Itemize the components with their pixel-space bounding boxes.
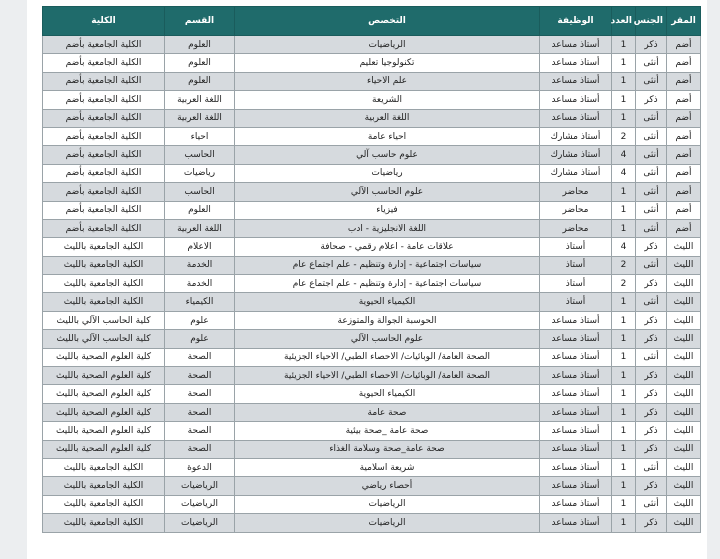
cell-city: الليث xyxy=(667,293,701,311)
cell-specialization: علوم حاسب آلي xyxy=(235,146,540,164)
cell-specialization: فيزياء xyxy=(235,201,540,219)
cell-count: 1 xyxy=(612,495,636,513)
cell-job: أستاذ مساعد xyxy=(540,385,612,403)
cell-city: الليث xyxy=(667,238,701,256)
cell-gender: أنثى xyxy=(636,183,667,201)
table-row xyxy=(43,477,701,495)
cell-gender: ذكر xyxy=(636,36,667,54)
cell-city: أضم xyxy=(667,146,701,164)
cell-gender: ذكر xyxy=(636,514,667,532)
cell-college: كلية العلوم الصحية بالليث xyxy=(43,367,165,385)
cell-count: 1 xyxy=(612,367,636,385)
cell-count: 1 xyxy=(612,458,636,476)
cell-gender: أنثى xyxy=(636,495,667,513)
cell-job: أستاذ مساعد xyxy=(540,72,612,90)
cell-city: الليث xyxy=(667,495,701,513)
cell-department: الحاسب xyxy=(165,146,235,164)
cell-count: 2 xyxy=(612,275,636,293)
table-body xyxy=(43,36,701,533)
cell-job: أستاذ مساعد xyxy=(540,440,612,458)
table-row xyxy=(43,164,701,182)
cell-gender: ذكر xyxy=(636,367,667,385)
cell-college: كلية العلوم الصحية بالليث xyxy=(43,348,165,366)
table-row xyxy=(43,385,701,403)
cell-college: الكلية الجامعية بالليث xyxy=(43,477,165,495)
table-row xyxy=(43,422,701,440)
cell-specialization: علاقات عامة - اعلام رقمي - صحافة xyxy=(235,238,540,256)
table-row xyxy=(43,440,701,458)
cell-department: الصحة xyxy=(165,367,235,385)
cell-count: 2 xyxy=(612,256,636,274)
cell-specialization: الصحة العامة/ الوبائيات/ الاحصاء الطبي/ الاحياء الجزيئية xyxy=(235,348,540,366)
table-row xyxy=(43,458,701,476)
cell-gender: أنثى xyxy=(636,458,667,476)
cell-gender: ذكر xyxy=(636,422,667,440)
header-city: المقر xyxy=(667,7,701,36)
cell-job: أستاذ مساعد xyxy=(540,348,612,366)
cell-specialization: علم الاحياء xyxy=(235,72,540,90)
table-row xyxy=(43,36,701,54)
cell-city: أضم xyxy=(667,127,701,145)
cell-department: الصحة xyxy=(165,403,235,421)
cell-college: كلية العلوم الصحية بالليث xyxy=(43,422,165,440)
cell-city: أضم xyxy=(667,183,701,201)
cell-specialization: الصحة العامة/ الوبائيات/ الاحصاء الطبي/ الاحياء الجزيئية xyxy=(235,367,540,385)
cell-job: أستاذ xyxy=(540,275,612,293)
cell-gender: ذكر xyxy=(636,238,667,256)
cell-college: الكلية الجامعية بالليث xyxy=(43,238,165,256)
cell-college: كلية الحاسب الآلي بالليث xyxy=(43,311,165,329)
cell-specialization: علوم الحاسب الآلي xyxy=(235,330,540,348)
table-row xyxy=(43,293,701,311)
cell-city: أضم xyxy=(667,164,701,182)
cell-college: الكلية الجامعية بأضم xyxy=(43,146,165,164)
cell-job: أستاذ مساعد xyxy=(540,54,612,72)
cell-job: أستاذ مساعد xyxy=(540,91,612,109)
table-row xyxy=(43,495,701,513)
cell-department: اللغة العربية xyxy=(165,109,235,127)
cell-college: الكلية الجامعية بأضم xyxy=(43,164,165,182)
cell-specialization: اللغة العربية xyxy=(235,109,540,127)
header-job: الوظيفة xyxy=(540,7,612,36)
cell-department: الصحة xyxy=(165,385,235,403)
cell-department: اللغة العربية xyxy=(165,91,235,109)
cell-count: 1 xyxy=(612,219,636,237)
table-row xyxy=(43,72,701,90)
cell-count: 1 xyxy=(612,91,636,109)
cell-job: أستاذ مساعد xyxy=(540,367,612,385)
cell-gender: أنثى xyxy=(636,201,667,219)
cell-specialization: أحصاء رياضي xyxy=(235,477,540,495)
cell-count: 1 xyxy=(612,201,636,219)
table-row xyxy=(43,201,701,219)
cell-count: 1 xyxy=(612,422,636,440)
cell-college: الكلية الجامعية بأضم xyxy=(43,36,165,54)
table-row xyxy=(43,256,701,274)
cell-count: 1 xyxy=(612,311,636,329)
cell-gender: ذكر xyxy=(636,91,667,109)
cell-specialization: صحة عامة xyxy=(235,403,540,421)
cell-job: أستاذ مساعد xyxy=(540,109,612,127)
cell-count: 1 xyxy=(612,72,636,90)
cell-city: الليث xyxy=(667,311,701,329)
cell-department: الدعوة xyxy=(165,458,235,476)
table-row xyxy=(43,330,701,348)
cell-gender: ذكر xyxy=(636,330,667,348)
cell-city: أضم xyxy=(667,36,701,54)
cell-job: أستاذ مساعد xyxy=(540,514,612,532)
cell-college: الكلية الجامعية بأضم xyxy=(43,72,165,90)
table-row xyxy=(43,275,701,293)
cell-gender: ذكر xyxy=(636,440,667,458)
cell-specialization: تكنولوجيا تعليم xyxy=(235,54,540,72)
cell-department: الصحة xyxy=(165,422,235,440)
cell-city: الليث xyxy=(667,458,701,476)
cell-gender: ذكر xyxy=(636,275,667,293)
cell-city: أضم xyxy=(667,91,701,109)
cell-gender: أنثى xyxy=(636,127,667,145)
cell-count: 4 xyxy=(612,164,636,182)
cell-job: أستاذ مساعد xyxy=(540,422,612,440)
cell-department: الرياضيات xyxy=(165,514,235,532)
cell-job: أستاذ مشارك xyxy=(540,127,612,145)
cell-college: الكلية الجامعية بأضم xyxy=(43,201,165,219)
cell-specialization: اللغة الانجليزية - ادب xyxy=(235,219,540,237)
cell-count: 1 xyxy=(612,36,636,54)
cell-specialization: علوم الحاسب الآلي xyxy=(235,183,540,201)
cell-college: كلية العلوم الصحية بالليث xyxy=(43,440,165,458)
cell-city: أضم xyxy=(667,72,701,90)
cell-city: الليث xyxy=(667,348,701,366)
table-row xyxy=(43,403,701,421)
cell-count: 1 xyxy=(612,109,636,127)
cell-city: الليث xyxy=(667,477,701,495)
cell-department: الحاسب xyxy=(165,183,235,201)
cell-college: الكلية الجامعية بأضم xyxy=(43,54,165,72)
cell-department: الصحة xyxy=(165,348,235,366)
cell-college: الكلية الجامعية بأضم xyxy=(43,91,165,109)
cell-specialization: الرياضيات xyxy=(235,514,540,532)
cell-specialization: الكيمياء الحيوية xyxy=(235,293,540,311)
cell-college: الكلية الجامعية بالليث xyxy=(43,458,165,476)
cell-department: الصحة xyxy=(165,440,235,458)
cell-gender: أنثى xyxy=(636,72,667,90)
header-gender: الجنس xyxy=(636,7,667,36)
cell-city: أضم xyxy=(667,219,701,237)
cell-department: الرياضيات xyxy=(165,495,235,513)
cell-gender: ذكر xyxy=(636,403,667,421)
cell-job: أستاذ مساعد xyxy=(540,477,612,495)
cell-specialization: سياسات اجتماعية - إدارة وتنظيم - علم اجتماع عام xyxy=(235,256,540,274)
cell-city: الليث xyxy=(667,514,701,532)
cell-specialization: رياضيات xyxy=(235,164,540,182)
cell-count: 1 xyxy=(612,385,636,403)
cell-department: الخدمة xyxy=(165,275,235,293)
cell-department: الكيمياء xyxy=(165,293,235,311)
cell-department: احياء xyxy=(165,127,235,145)
cell-gender: أنثى xyxy=(636,348,667,366)
cell-job: أستاذ مشارك xyxy=(540,146,612,164)
cell-specialization: الرياضيات xyxy=(235,36,540,54)
cell-city: الليث xyxy=(667,275,701,293)
cell-college: الكلية الجامعية بالليث xyxy=(43,495,165,513)
cell-gender: ذكر xyxy=(636,385,667,403)
cell-city: الليث xyxy=(667,330,701,348)
cell-job: أستاذ مساعد xyxy=(540,458,612,476)
document-page xyxy=(27,0,707,559)
cell-count: 1 xyxy=(612,183,636,201)
cell-job: أستاذ xyxy=(540,238,612,256)
table-row xyxy=(43,127,701,145)
cell-specialization: صحة عامة_صحة وسلامة الغذاء xyxy=(235,440,540,458)
cell-job: أستاذ مساعد xyxy=(540,311,612,329)
cell-department: الخدمة xyxy=(165,256,235,274)
header-count: العدد xyxy=(612,7,636,36)
cell-college: الكلية الجامعية بالليث xyxy=(43,256,165,274)
cell-gender: أنثى xyxy=(636,164,667,182)
cell-department: اللغة العربية xyxy=(165,219,235,237)
cell-college: الكلية الجامعية بأضم xyxy=(43,183,165,201)
table-row xyxy=(43,514,701,532)
cell-department: الرياضيات xyxy=(165,477,235,495)
cell-gender: ذكر xyxy=(636,477,667,495)
cell-count: 4 xyxy=(612,146,636,164)
cell-count: 1 xyxy=(612,440,636,458)
cell-college: الكلية الجامعية بالليث xyxy=(43,514,165,532)
cell-specialization: الحوسبة الجوالة والمتوزعة xyxy=(235,311,540,329)
cell-job: محاضر xyxy=(540,183,612,201)
cell-city: الليث xyxy=(667,422,701,440)
cell-college: الكلية الجامعية بأضم xyxy=(43,127,165,145)
cell-job: أستاذ مساعد xyxy=(540,495,612,513)
table-row xyxy=(43,238,701,256)
cell-city: الليث xyxy=(667,403,701,421)
cell-job: أستاذ مساعد xyxy=(540,36,612,54)
table-row xyxy=(43,219,701,237)
table-row xyxy=(43,109,701,127)
cell-college: كلية العلوم الصحية بالليث xyxy=(43,385,165,403)
cell-count: 1 xyxy=(612,330,636,348)
cell-city: الليث xyxy=(667,256,701,274)
cell-city: الليث xyxy=(667,440,701,458)
cell-job: أستاذ مساعد xyxy=(540,403,612,421)
table-row xyxy=(43,183,701,201)
cell-count: 1 xyxy=(612,348,636,366)
cell-count: 2 xyxy=(612,127,636,145)
cell-count: 1 xyxy=(612,403,636,421)
cell-department: العلوم xyxy=(165,72,235,90)
table-row xyxy=(43,54,701,72)
cell-specialization: الكيمياء الحيوية xyxy=(235,385,540,403)
cell-job: أستاذ xyxy=(540,256,612,274)
cell-job: أستاذ مشارك xyxy=(540,164,612,182)
header-specialization: التخصص xyxy=(235,7,540,36)
cell-job: محاضر xyxy=(540,219,612,237)
cell-gender: أنثى xyxy=(636,293,667,311)
cell-department: العلوم xyxy=(165,54,235,72)
cell-count: 1 xyxy=(612,514,636,532)
cell-college: الكلية الجامعية بأضم xyxy=(43,109,165,127)
table-row xyxy=(43,146,701,164)
cell-city: الليث xyxy=(667,367,701,385)
cell-gender: أنثى xyxy=(636,54,667,72)
header-row xyxy=(43,7,701,36)
cell-job: أستاذ xyxy=(540,293,612,311)
table-row xyxy=(43,367,701,385)
cell-count: 1 xyxy=(612,54,636,72)
positions-table xyxy=(42,6,701,533)
cell-job: أستاذ مساعد xyxy=(540,330,612,348)
cell-gender: أنثى xyxy=(636,109,667,127)
cell-department: علوم xyxy=(165,330,235,348)
cell-gender: أنثى xyxy=(636,146,667,164)
cell-job: محاضر xyxy=(540,201,612,219)
cell-gender: أنثى xyxy=(636,256,667,274)
cell-city: الليث xyxy=(667,385,701,403)
cell-specialization: صحة عامة _صحة بيئية xyxy=(235,422,540,440)
table-row xyxy=(43,91,701,109)
header-college: الكلية xyxy=(43,7,165,36)
cell-department: العلوم xyxy=(165,201,235,219)
cell-college: الكلية الجامعية بأضم xyxy=(43,219,165,237)
cell-department: رياضيات xyxy=(165,164,235,182)
cell-department: العلوم xyxy=(165,36,235,54)
header-department: القسم xyxy=(165,7,235,36)
cell-city: أضم xyxy=(667,201,701,219)
cell-count: 4 xyxy=(612,238,636,256)
cell-department: علوم xyxy=(165,311,235,329)
cell-specialization: الرياضيات xyxy=(235,495,540,513)
cell-specialization: شريعة اسلامية xyxy=(235,458,540,476)
cell-specialization: سياسات اجتماعية - إدارة وتنظيم - علم اجتماع عام xyxy=(235,275,540,293)
cell-city: أضم xyxy=(667,109,701,127)
cell-college: كلية العلوم الصحية بالليث xyxy=(43,403,165,421)
table-row xyxy=(43,348,701,366)
cell-count: 1 xyxy=(612,477,636,495)
cell-gender: أنثى xyxy=(636,219,667,237)
cell-specialization: الشريعة xyxy=(235,91,540,109)
table-row xyxy=(43,311,701,329)
cell-city: أضم xyxy=(667,54,701,72)
cell-gender: ذكر xyxy=(636,311,667,329)
cell-specialization: احياء عامة xyxy=(235,127,540,145)
cell-college: كلية الحاسب الآلي بالليث xyxy=(43,330,165,348)
cell-count: 1 xyxy=(612,293,636,311)
cell-department: الاعلام xyxy=(165,238,235,256)
cell-college: الكلية الجامعية بالليث xyxy=(43,293,165,311)
cell-college: الكلية الجامعية بالليث xyxy=(43,275,165,293)
